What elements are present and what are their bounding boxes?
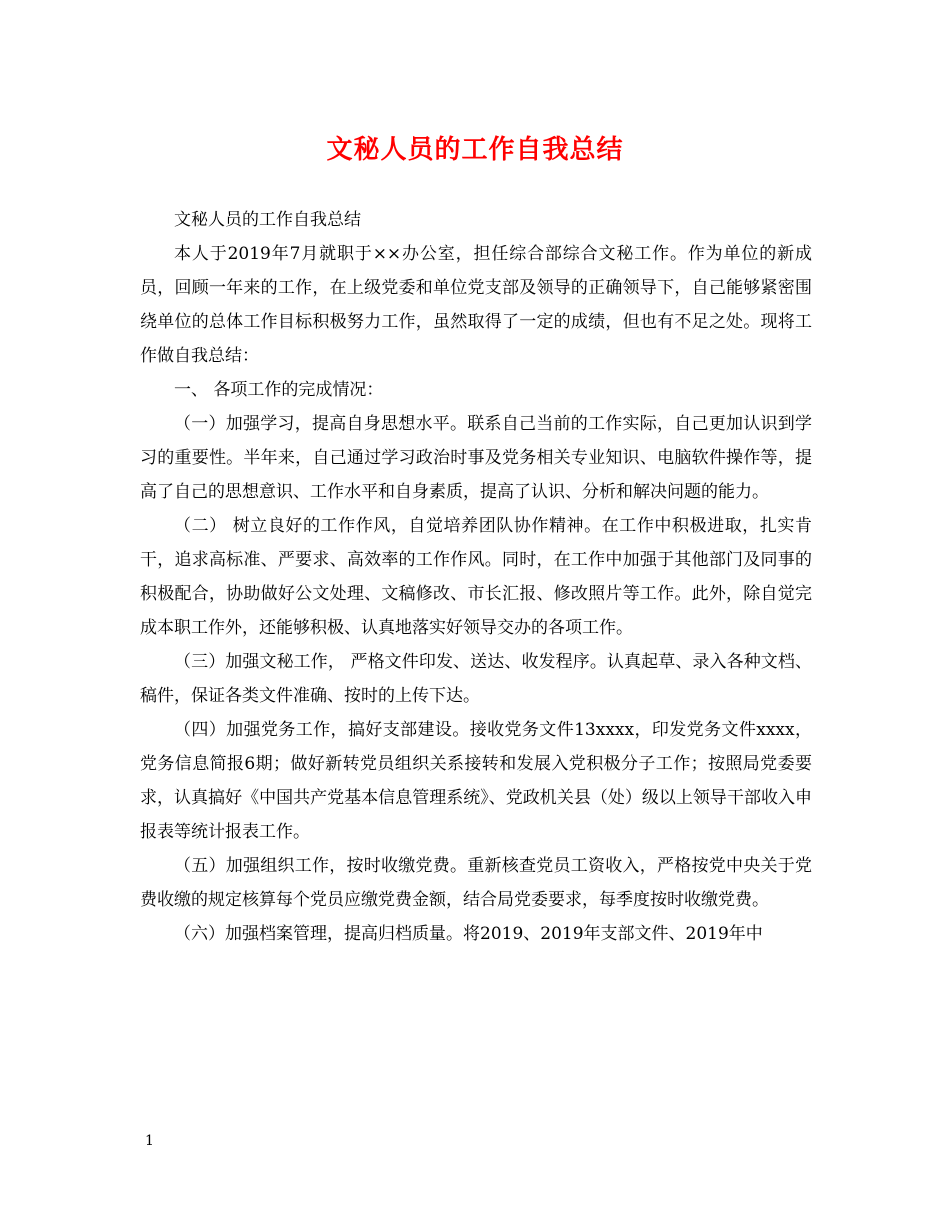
- paragraph-item-two: （二） 树立良好的工作作风，自觉培养团队协作精神。在工作中积极进取，扎实肯干，追求高标准、严要求、高效率的工作作风。同时，在工作中加强于其他部门及同事的积极配合，协助做好公文处理、文稿修改、市长汇报、修改照片等工作。此外，除自觉完成本职工作外，还能够积极、认真地落实好领导交办的各项工作。: [140, 516, 812, 638]
- paragraph-item-five: （五）加强组织工作，按时收缴党费。重新核查党员工资收入，严格按党中央关于党费收缴的规定核算每个党员应缴党费金额，结合局党委要求，每季度按时收缴党费。: [140, 856, 812, 910]
- document-title: 文秘人员的工作自我总结: [326, 135, 624, 165]
- paragraph-item-six: （六）加强档案管理，提高归档质量。将2019、2019年支部文件、2019年中: [174, 924, 763, 944]
- paragraph-heading-repeat: 文秘人员的工作自我总结: [174, 210, 361, 230]
- document-body: [140, 203, 812, 951]
- page-number: 1: [145, 1133, 154, 1149]
- paragraph-intro: 本人于2019年7月就职于××办公室，担任综合部综合文秘工作。作为单位的新成员，回顾一年来的工作，在上级党委和单位党支部及领导的正确领导下，自己能够紧密围绕单位的总体工作目标积极努力工作，虽然取得了一定的成绩，但也有不足之处。现将工作做自我总结：: [140, 244, 812, 366]
- paragraph-item-one: （一）加强学习，提高自身思想水平。联系自己当前的工作实际，自己更加认识到学习的重要性。半年来，自己通过学习政治时事及党务相关专业知识、电脑软件操作等，提高了自己的思想意识、工作水平和自身素质，提高了认识、分析和解决问题的能力。: [140, 414, 812, 502]
- paragraph-item-three: （三）加强文秘工作， 严格文件印发、送达、收发程序。认真起草、录入各种文档、稿件，保证各类文件准确、按时的上传下达。: [140, 652, 812, 706]
- paragraph-item-four: （四）加强党务工作，搞好支部建设。接收党务文件13xxxx，印发党务文件xxxx，党务信息简报6期；做好新转党员组织关系接转和发展入党积极分子工作；按照局党委要求，认真搞好《中国共产党基本信息管理系统》、党政机关县（处）级以上领导干部收入申报表等统计报表工作。: [140, 720, 812, 842]
- paragraph-section-one: 一、 各项工作的完成情况：: [174, 380, 384, 400]
